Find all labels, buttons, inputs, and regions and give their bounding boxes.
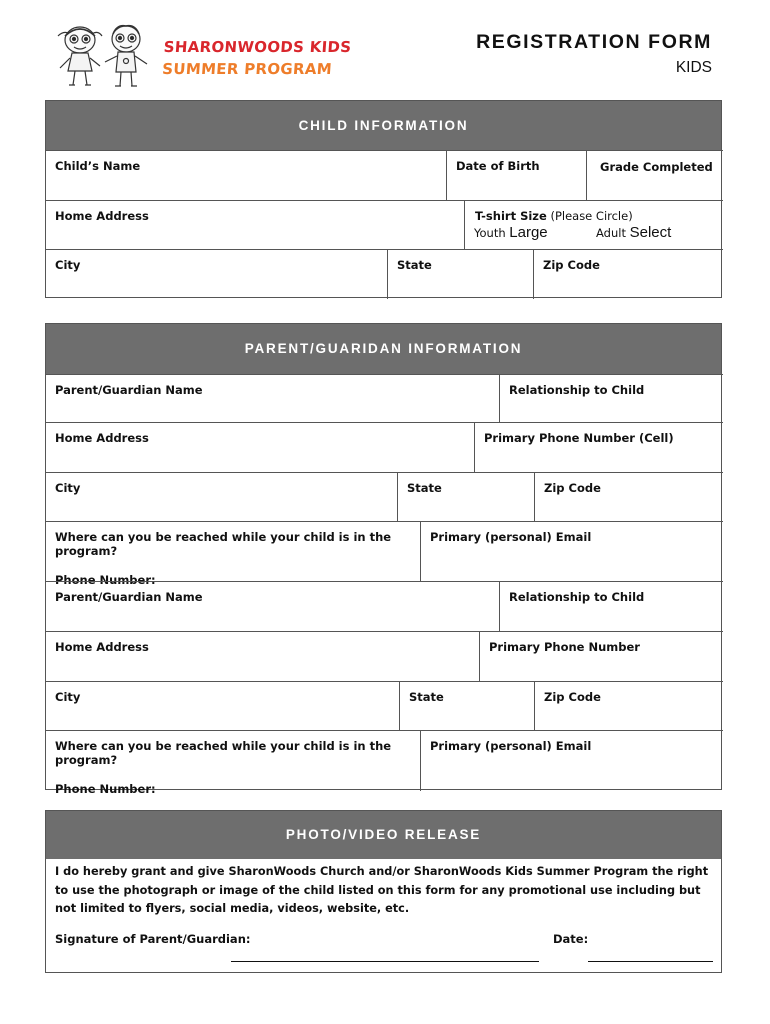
date-of-birth-field[interactable] [446,150,586,200]
guardian1-phone-field[interactable] [474,422,723,472]
child-home-address-field[interactable] [46,200,464,249]
child-name-field[interactable] [46,150,446,200]
child-state-label: State [397,258,432,272]
tshirt-adult-option[interactable] [596,224,671,241]
guardian1-zip-code-label: Zip Code [544,481,601,495]
guardian2-email-field[interactable] [420,730,723,791]
guardian1-name-field[interactable] [46,374,499,422]
guardian1-email-label: Primary (personal) Email [430,530,592,544]
guardian2-state-field[interactable] [399,681,534,730]
adult-label: Adult [596,226,626,240]
guardian2-state-label: State [409,690,444,704]
child-section-heading: CHILD INFORMATION [46,101,721,150]
child-city-label: City [55,258,81,272]
photo-video-release-section [45,810,722,973]
date-label: Date: [553,932,589,946]
guardian2-email-label: Primary (personal) Email [430,739,592,753]
guardian2-reach-label: Where can you be reached while your child is in the program? [55,739,392,767]
guardian2-phone-label: Primary Phone Number [489,640,640,654]
guardian1-phone-number-label: Phone Number: [55,573,156,587]
date-of-birth-label: Date of Birth [456,159,540,173]
logo-line1: SHARONWOODS KIDS [163,38,353,56]
logo-wordmark [161,36,352,80]
guardian1-relationship-label: Relationship to Child [509,383,645,397]
child-state-field[interactable] [387,249,533,299]
parent-section-heading: PARENT/GUARIDAN INFORMATION [46,324,721,374]
guardian2-zip-code-label: Zip Code [544,690,601,704]
guardian2-name-field[interactable] [46,581,499,631]
guardian2-home-address-field[interactable] [46,631,479,681]
grade-completed-field[interactable] [586,150,723,200]
guardian1-city-field[interactable] [46,472,397,521]
guardian1-zip-code-field[interactable] [534,472,723,521]
tshirt-youth-option[interactable] [474,224,548,241]
guardian2-phone-field[interactable] [479,631,723,681]
signature-label: Signature of Parent/Guardian: [55,932,251,946]
signature-line[interactable] [231,961,539,962]
guardian2-zip-code-field[interactable] [534,681,723,730]
guardian2-city-field[interactable] [46,681,399,730]
kids-cartoon-icon [50,22,162,92]
guardian2-reach-field[interactable] [46,730,420,796]
logo-kids-illustration [50,22,162,92]
child-home-address-label: Home Address [55,209,149,223]
guardian1-name-label: Parent/Guardian Name [55,383,203,397]
grade-completed-label: Grade Completed [600,160,713,174]
guardian2-home-address-label: Home Address [55,640,149,654]
tshirt-size-note: (Please Circle) [550,209,633,223]
date-line[interactable] [588,961,713,962]
adult-size-value: Select [629,224,672,241]
guardian2-relationship-label: Relationship to Child [509,590,645,604]
guardian1-state-field[interactable] [397,472,534,521]
youth-size-value: Large [509,224,548,241]
guardian1-reach-label: Where can you be reached while your child is in the program? [55,530,392,558]
child-zip-code-field[interactable] [533,249,723,299]
child-name-label: Child’s Name [55,159,141,173]
parent-guardian-section [45,323,722,796]
youth-label: Youth [474,226,506,240]
child-information-section [45,100,722,298]
document-subtitle: KIDS [675,59,712,76]
guardian1-relationship-field[interactable] [499,374,723,422]
guardian1-email-field[interactable] [420,521,723,581]
release-statement: I do hereby grant and give SharonWoods Church and/or SharonWoods Kids Summer Program the right to use the photograph or image of the child listed on this form for any promotional use including but not limited to flyers, social media, videos, website, etc. [55,865,709,915]
release-section-heading: PHOTO/VIDEO RELEASE [46,811,721,859]
guardian1-home-address-field[interactable] [46,422,474,472]
guardian1-reach-field[interactable] [46,521,420,587]
guardian1-home-address-label: Home Address [55,431,149,445]
child-city-field[interactable] [46,249,387,299]
guardian2-relationship-field[interactable] [499,581,723,631]
guardian2-phone-number-label: Phone Number: [55,782,156,796]
guardian2-name-label: Parent/Guardian Name [55,590,203,604]
guardian1-state-label: State [407,481,442,495]
document-title: REGISTRATION FORM [476,31,712,53]
tshirt-size-label: T-shirt Size [475,209,547,223]
logo-line2: SUMMER PROGRAM [161,60,333,78]
guardian2-city-label: City [55,690,81,704]
child-zip-code-label: Zip Code [543,258,600,272]
guardian1-city-label: City [55,481,81,495]
guardian1-phone-label: Primary Phone Number (Cell) [484,431,674,445]
